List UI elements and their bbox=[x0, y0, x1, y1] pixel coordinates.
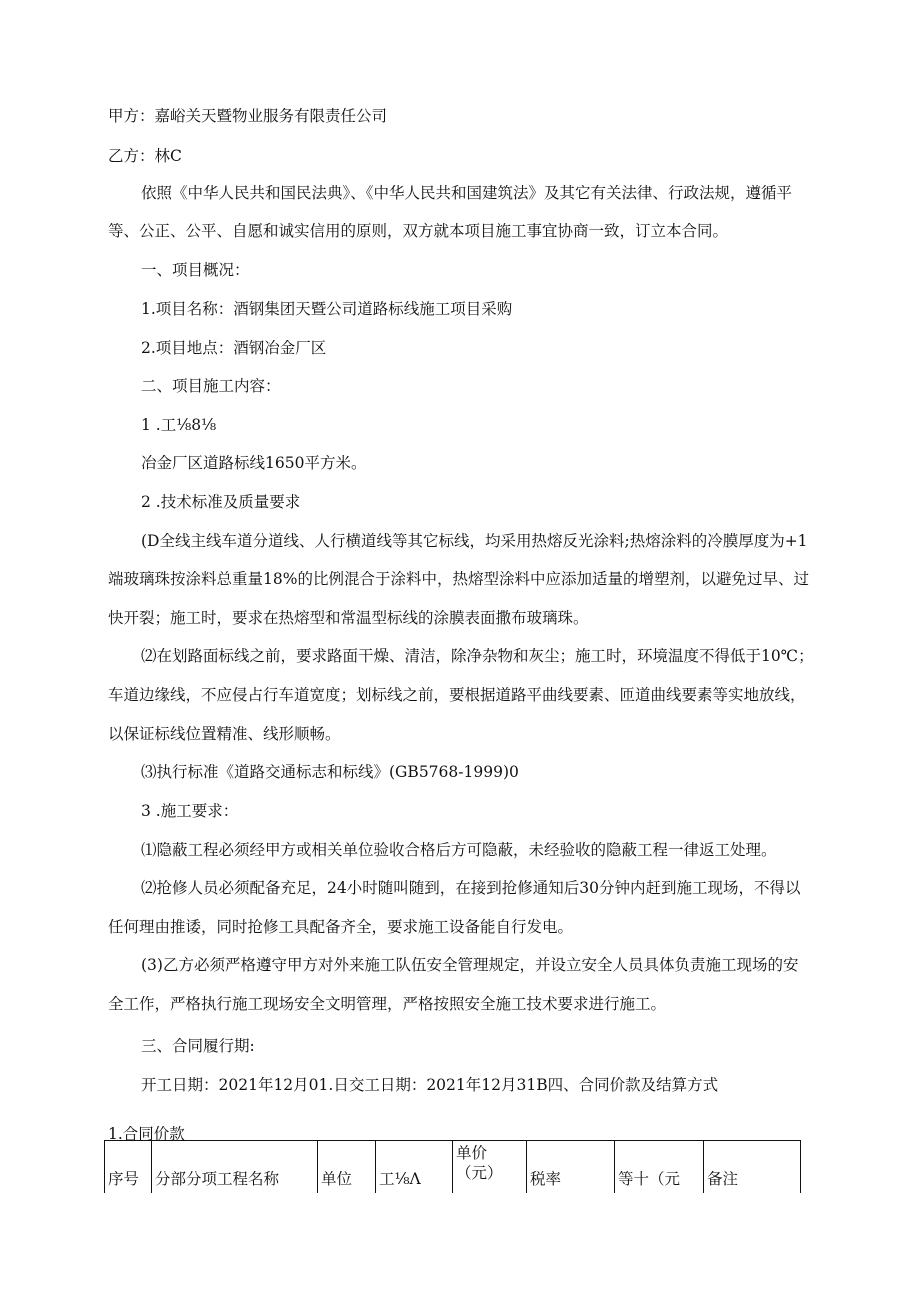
subsection-1-heading: 1 .工⅛8⅛ bbox=[141, 416, 217, 434]
subsection-3-heading: 3 .施工要求： bbox=[141, 802, 239, 820]
header-tax-rate: 税率 bbox=[527, 1141, 615, 1194]
party-b-line: 乙方：林C bbox=[108, 147, 182, 165]
tech-paragraph-1-line-2: 端玻璃珠按涂料总重量18%的比例混合于涂料中，热熔型涂料中应添加适量的增塑剂，以避免过早、过 bbox=[108, 570, 809, 588]
requirement-2-line-2: 任何理由推诿，同时抢修工具配备齐全，要求施工设备能自行发电。 bbox=[108, 918, 574, 936]
requirement-1: ⑴隐蔽工程必须经甲方或相关单位验收合格后方可隐蔽，未经验收的隐蔽工程一律返工处理。 bbox=[141, 841, 777, 859]
header-unit-price bbox=[453, 1141, 527, 1194]
intro-paragraph-line-1: 依照《中华人民共和国民法典》、《中华人民共和国建筑法》及其它有关法律、行政法规，遵循平 bbox=[141, 184, 793, 202]
party-a-line: 甲方：嘉峪关天暨物业服务有限责任公司 bbox=[108, 107, 388, 125]
section-3-heading: 三、合同履行期: bbox=[141, 1037, 255, 1055]
project-location-line: 2.项目地点：酒钢冶金厂区 bbox=[141, 339, 327, 357]
requirement-3-line-1: (3)乙方必须严格遵守甲方对外来施工队伍安全管理规定，并设立安全人员具体负责施工现场的安 bbox=[141, 956, 799, 974]
header-quantity: 工⅛Λ bbox=[376, 1141, 453, 1194]
section-1-heading: 一、项目概况： bbox=[141, 261, 250, 279]
requirement-2-line-1: ⑵抢修人员必须配备充足，24小时随叫随到，在接到抢修通知后30分钟内赶到施工现场，不得以 bbox=[141, 879, 801, 897]
tech-paragraph-2-line-2: 车道边缘线，不应侵占行车道宽度；划标线之前，要根据道路平曲线要素、匝道曲线要素等实地放线， bbox=[108, 686, 806, 704]
header-item-name: 分部分项工程名称 bbox=[152, 1141, 318, 1194]
header-unit: 单位 bbox=[318, 1141, 376, 1194]
price-table-header-row bbox=[105, 1141, 801, 1194]
requirement-3-line-2: 全工作，严格执行施工现场安全文明管理，严格按照安全施工技术要求进行施工。 bbox=[108, 995, 667, 1013]
price-table-title: 1.合同价款 bbox=[108, 1125, 185, 1143]
schedule-dates-line: 开工日期：2021年12月01.日交工日期：2021年12月31B四、合同价款及结算方式 bbox=[141, 1076, 719, 1094]
header-total: 等十（元 bbox=[615, 1141, 704, 1194]
tech-paragraph-3: ⑶执行标准《道路交通标志和标线》(GB5768-1999)0 bbox=[141, 763, 519, 781]
header-unit-price-label: 单价 bbox=[456, 1144, 488, 1162]
tech-paragraph-2-line-3: 以保证标线位置精准、线形顺畅。 bbox=[108, 725, 341, 743]
header-unit-price-currency: （元） bbox=[456, 1164, 503, 1182]
subsection-2-heading: 2 .技术标准及质量要求 bbox=[141, 493, 301, 511]
tech-paragraph-1-line-1: (D全线主线车道分道线、人行横道线等其它标线，均采用热熔反光涂料;热熔涂料的冷膜厚度为+1 bbox=[141, 532, 808, 550]
project-name-line: 1.项目名称：酒钢集团天暨公司道路标线施工项目采购 bbox=[141, 300, 513, 318]
price-table bbox=[104, 1140, 801, 1193]
intro-paragraph-line-2: 等、公正、公平、自愿和诚实信用的原则，双方就本项目施工事宜协商一致，订立本合同。 bbox=[108, 222, 729, 240]
section-2-heading: 二、项目施工内容： bbox=[141, 377, 281, 395]
work-quantity-line: 冶金厂区道路标线1650平方米。 bbox=[141, 454, 367, 472]
tech-paragraph-2-line-1: ⑵在划路面标线之前，要求路面干燥、清洁，除净杂物和灰尘；施工时，环境温度不得低于10℃； bbox=[141, 647, 814, 665]
header-index: 序号 bbox=[105, 1141, 152, 1194]
tech-paragraph-1-line-3: 快开裂；施工时，要求在热熔型和常温型标线的涂膜表面撒布玻璃珠。 bbox=[108, 609, 589, 627]
header-remarks: 备注 bbox=[704, 1141, 801, 1194]
